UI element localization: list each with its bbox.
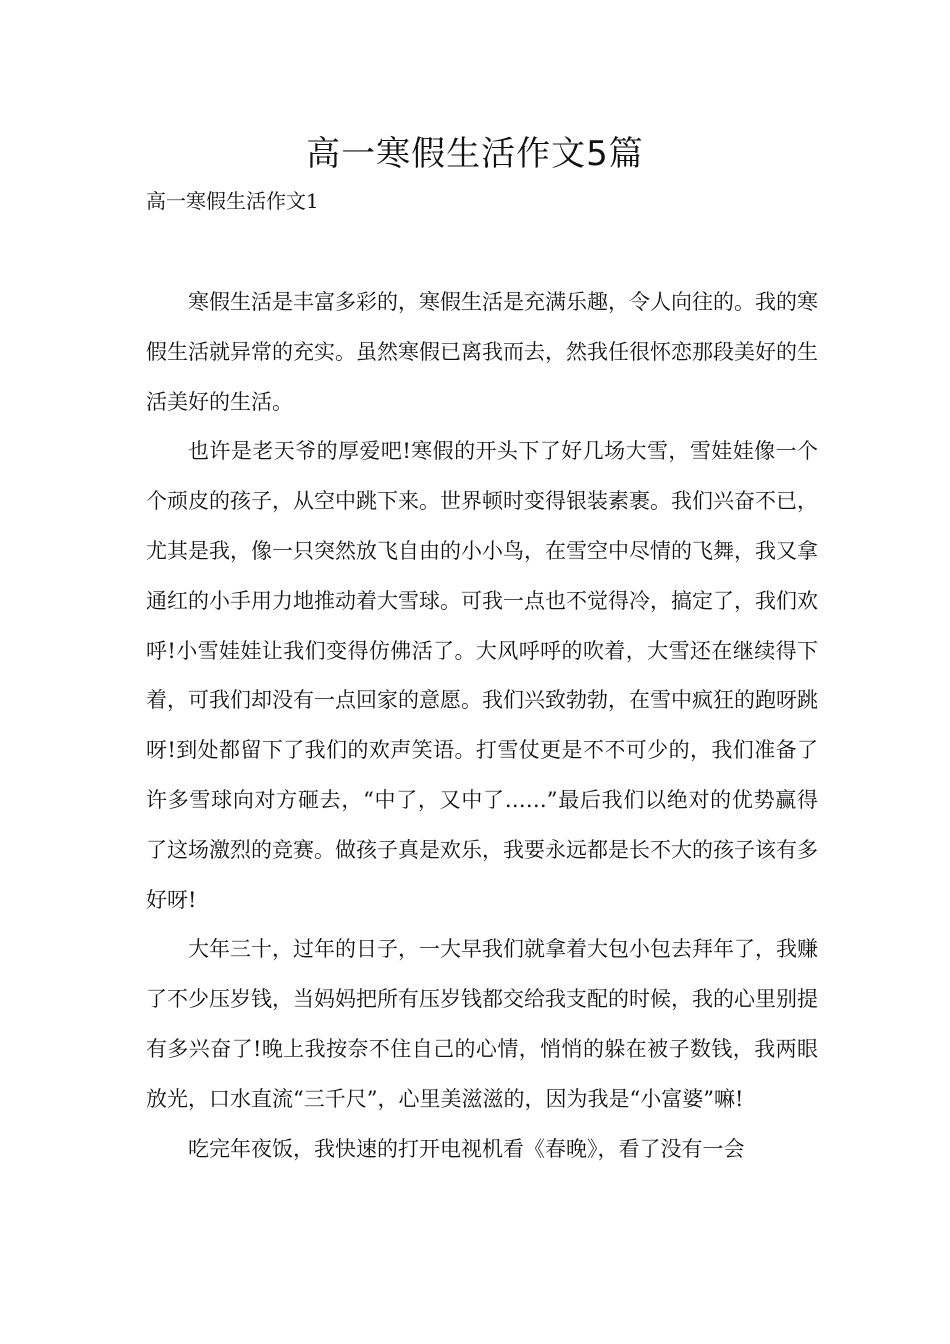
section-heading: 高一寒假生活作文1 xyxy=(146,189,319,213)
paragraph: 吃完年夜饭，我快速的打开电视机看《春晚》，看了没有一会 xyxy=(188,1136,745,1161)
paragraph: 寒假生活是丰富多彩的，寒假生活是充满乐趣，令人向往的。我的寒假生活就异常的充实。虽然寒假已离我而去，然我任很怀恋那段美好的生活美好的生活。 xyxy=(146,290,818,414)
paragraph: 大年三十，过年的日子，一大早我们就拿着大包小包去拜年了，我赚了不少压岁钱，当妈妈把所有压岁钱都交给我支配的时候，我的心里别提有多兴奋了!晚上我按奈不住自己的心情，悄悄的躲在被子数钱，我两眼放光，口水直流“三千尺”，心里美滋滋的，因为我是“小富婆”嘛! xyxy=(146,937,818,1111)
paragraph: 也许是老天爷的厚爱吧!寒假的开头下了好几场大雪，雪娃娃像一个个顽皮的孩子，从空中跳下来。世界顿时变得银装素裹。我们兴奋不已，尤其是我，像一只突然放飞自由的小小鸟，在雪空中尽情的飞舞，我又拿通红的小手用力地推动着大雪球。可我一点也不觉得冷，搞定了，我们欢呼!小雪娃娃让我们变得仿佛活了。大风呼呼的吹着，大雪还在继续得下着，可我们却没有一点回家的意愿。我们兴致勃勃，在雪中疯狂的跑呀跳呀!到处都留下了我们的欢声笑语。打雪仗更是不不可少的，我们准备了许多雪球向对方砸去，“中了，又中了……”最后我们以绝对的优势赢得了这场激烈的竞赛。做孩子真是欢乐，我要永远都是长不大的孩子该有多好呀! xyxy=(146,439,818,912)
document-title: 高一寒假生活作文5篇 xyxy=(306,134,644,174)
body-text xyxy=(146,278,818,1174)
